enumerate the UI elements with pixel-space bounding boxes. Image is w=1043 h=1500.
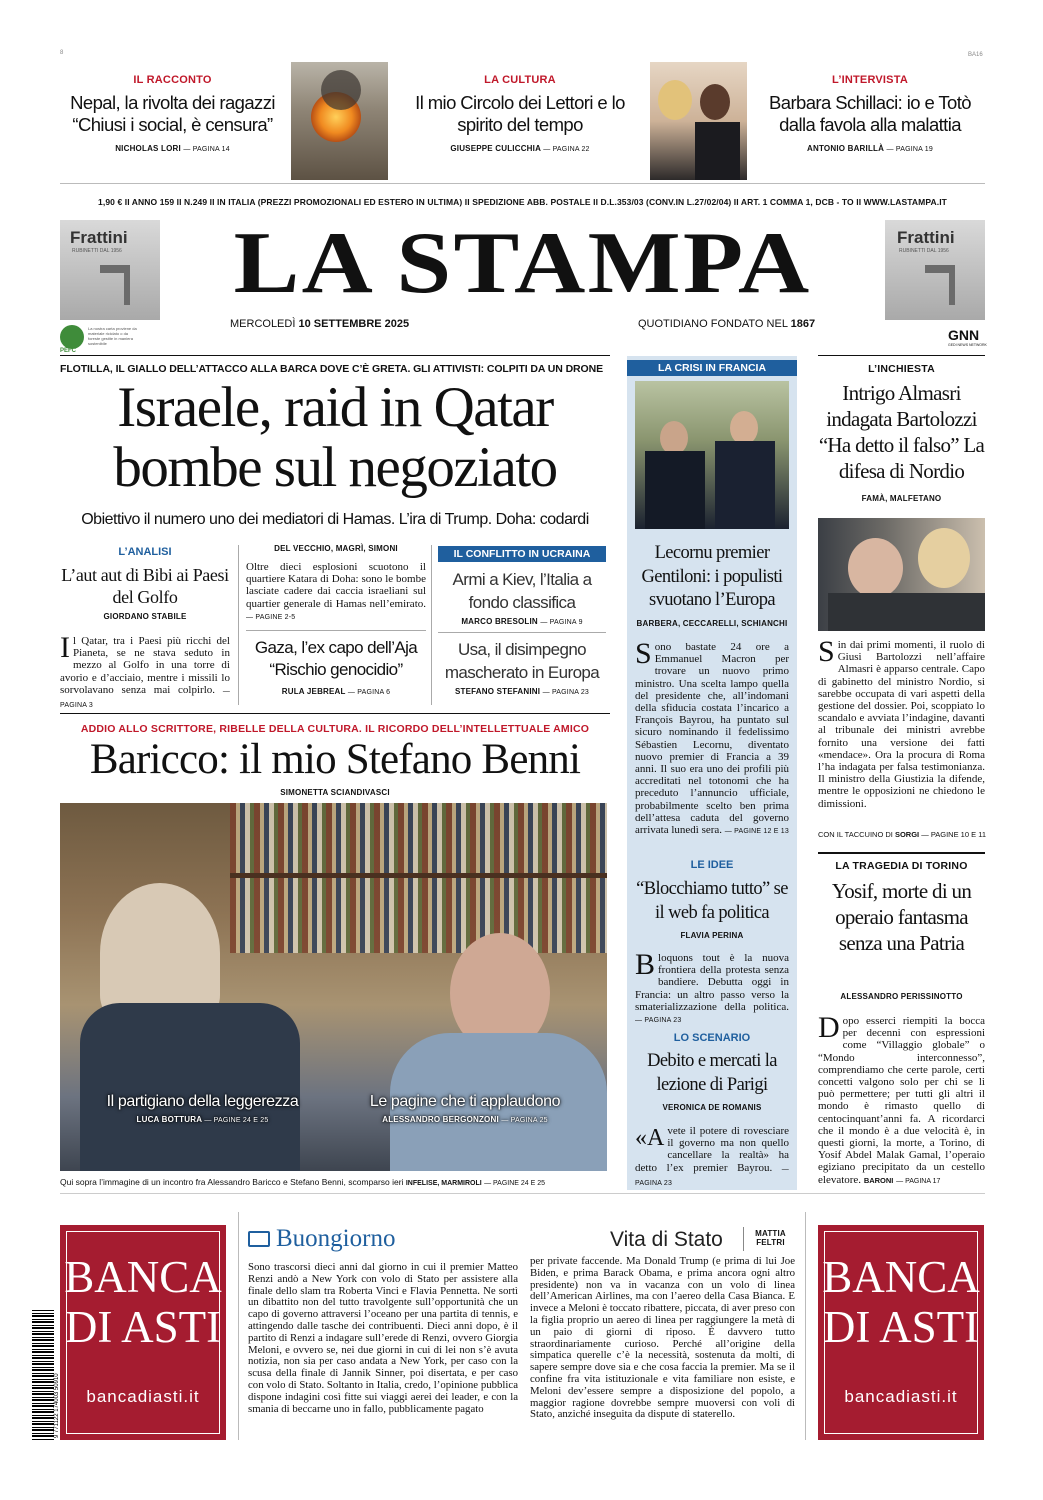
- france-photo[interactable]: [635, 381, 789, 529]
- buongiorno-header: Buongiorno Vita di Stato MATTIA FELTRI: [248, 1225, 793, 1255]
- gnn-logo: GNN GEDI NEWS NETWORK: [948, 327, 987, 347]
- ideas-body: Bloquons tout è la nuova frontiera della protesta senza bandiere. Debutta oggi in Francia: un altro passo verso la smaterializzazione della politica. — PAGINA 23: [635, 948, 789, 1025]
- analysis-column[interactable]: [60, 546, 230, 712]
- ear-sub: RUBINETTI DAL 1956: [72, 248, 122, 254]
- buongiorno-col2: per private faccende. Ma Donald Trump (e prima di lui Joe Biden, e prima Barack Obama, e prima ancora ogni altro presidente) non va in vacanza con un volo di linea dell’American Airlines, ma con l’aereo della Casa Bianca. E invece a Meloni è toccato ribattere, piccata, di aver preso con la figlia proprio un aereo di linea per raggiungere la metà di un paio di giorni di riposo. È davvero tutto straordinariamente curioso. Perché all’origine della simpatica querelle c’è la necessità, sostenuta da molti, di sapere sempre dove sia e che cosa faccia la premier. Ma se il confine fra vita istituzionale e vita familiare non esiste, e Meloni dev’essere sempre a disposizione del popolo, a maggior ragione dovrebbe sempre muoversi con voli di Stato, anziché inseguita da dispute di staterello.: [530, 1255, 795, 1421]
- benni-photo[interactable]: [60, 803, 607, 1171]
- teaser-page: — PAGINA 14: [183, 146, 230, 153]
- middle-byline2: RULA JEBREAL: [281, 687, 346, 697]
- benni-byline: SIMONETTA SCIANDIVASCI: [280, 788, 390, 797]
- buongiorno-rule: [238, 1212, 239, 1440]
- divider: [438, 632, 606, 633]
- bank-name: DI ASTI: [822, 1302, 980, 1352]
- overlay-bottura[interactable]: Il partigiano della leggerezza LUCA BOTTURA — PAGINE 24 E 25: [106, 1093, 299, 1124]
- divider: [60, 183, 985, 184]
- divider: [60, 1193, 985, 1194]
- scenario-body: «Avete il potere di rovesciare il governo ma non quello cancellare la realtà» ha detto l’ex premier Bayrou. — PAGINA 23: [635, 1125, 789, 1187]
- corner-mark-left: 8: [60, 50, 64, 56]
- pefc-logo: [60, 325, 84, 349]
- inchiesta-kicker: L’INCHIESTA: [868, 363, 935, 375]
- france-body: Sono bastate 24 ore a Emmanuel Macron per trovare un nuovo primo ministro. Una scelta lampo quella del presidente che, all’indomani della sfiducia costata l’incarico a François Bayrou, ha puntato sul sicuro nominando il fedelissimo Sébastien Lecornu, diventato nuovo premier di Francia a 39 anni. Il suo era uno dei profili più accreditati nel totonomi che ha preceduto l’annuncio ufficiale, probabilmente scelto ben prima dell’attesa caduta del governo arrivata lunedì sera. — PAGINE 12 E 13: [635, 637, 789, 837]
- teaser-byline: NICHOLAS LORI: [115, 144, 181, 153]
- france-byline: BARBERA, CECCARELLI, SCHIANCHI: [636, 619, 788, 628]
- middle-headline2: Gaza, l’ex capo dell’Aja “Rischio genocidio”: [254, 638, 418, 680]
- ukraine-kicker: IL CONFLITTO IN UCRAINA: [438, 546, 606, 562]
- masthead-title[interactable]: LA STAMPA: [233, 215, 812, 312]
- benni-headline[interactable]: Baricco: il mio Stefano Benni: [89, 736, 581, 783]
- teaser-byline: ANTONIO BARILLÀ: [807, 144, 885, 153]
- turin-byline: ALESSANDRO PERISSINOTTO: [840, 992, 963, 1001]
- teaser-kicker: IL RACCONTO: [133, 74, 212, 86]
- ear-ad-left[interactable]: [60, 220, 160, 320]
- person-bartolozzi: [918, 528, 970, 588]
- masthead-rule: [60, 355, 610, 356]
- bank-name: BANCA: [822, 1252, 980, 1302]
- section-rule: [60, 713, 610, 714]
- masthead-founded: QUOTIDIANO FONDATO NEL 1867: [638, 318, 816, 330]
- inchiesta-byline: FAMÀ, MALFETANO: [861, 494, 942, 503]
- ear-brand: Frattini: [70, 228, 128, 247]
- analysis-byline: GIORDANO STABILE: [103, 612, 187, 621]
- scenario-kicker: LO SCENARIO: [673, 1032, 751, 1044]
- middle-body: Oltre dieci esplosioni scuotono il quartiere Katara di Doha: sono le bombe lasciate cadere dai caccia israeliani sul quartier generale di Hamas nell’emirato. — PAGINE 2-5: [246, 561, 426, 621]
- bank-name: DI ASTI: [64, 1302, 222, 1352]
- ukraine-column[interactable]: IL CONFLITTO IN UCRAINA Armi a Kiev, l’Italia a fondo classifica MARCO BRESOLIN — PAGINA 9 Usa, il disimpegno mascherato in Europa STEFANO STEFANINI — PAGINA 23: [438, 546, 606, 696]
- section-rule: [818, 852, 985, 854]
- middle-byline: DEL VECCHIO, MAGRÌ, SIMONI: [274, 544, 398, 553]
- ear-ad-right[interactable]: [885, 220, 985, 320]
- pefc-text: La nostra carta proviene da materiale riciclato o da foreste gestite in maniera sostenibile: [88, 326, 137, 346]
- turin-body: Dopo esserci riempiti la bocca per decenni con espressioni come “Villaggio globale” o “Mondo interconnesso”, comprendiamo che certe parole, certi concetti valgono solo per chi se li può permettere; per tutti gli altri il mondo è rimasto quello di centocinquant’anni fa. A ricordarci che il mondo è a due velocità è, in questi giorni, la morte, a Torino, di Yosif Abdel Malak Gamal, l’operaio egiziano precipitato da un cestello elevatore. BARONI — PAGINA 17: [818, 1011, 985, 1186]
- lead-subhead: Obiettivo il numero uno dei mediatori di Hamas. L’ira di Trump. Doha: codardi: [81, 511, 589, 528]
- ear-brand: Frattini: [897, 228, 955, 247]
- corner-mark-right: BA16: [968, 52, 983, 58]
- ukraine-headline1: Armi a Kiev, l’Italia a fondo classifica: [452, 570, 592, 612]
- person-nordio: [848, 538, 903, 598]
- ear-sub: RUBINETTI DAL 1956: [899, 248, 949, 254]
- teaser-kicker: LA CULTURA: [484, 74, 556, 86]
- newspaper-icon: [248, 1231, 270, 1247]
- analysis-headline: L’aut aut di Bibi ai Paesi del Golfo: [61, 565, 229, 607]
- turin-kicker: LA TRAGEDIA DI TORINO: [835, 860, 968, 872]
- teaser-page: — PAGINA 22: [543, 146, 590, 153]
- masthead-rule: [818, 355, 985, 356]
- person-lecornu: [660, 421, 688, 455]
- teaser-intervista[interactable]: [750, 74, 990, 153]
- person-left: [100, 883, 220, 1023]
- column-title: Vita di Stato: [610, 1228, 723, 1251]
- inchiesta-body: Sin dai primi momenti, il ruolo di Giusi Bartolozzi nell’affaire Almasri è apparso centrale. Capo di gabinetto del ministro Nordio, si sarebbe occupata di vari aspetti della gestione del dossier. Poi, scoppiato lo scandalo e avviata l’indagine, davanti al tribunale dei ministri avrebbe fornito una versione dei fatti «mendace». Ora la procura di Roma l’ha indagata per falsa testimonianza. Il ministro della Giustizia la difende, mentre le opposizioni ne chiedono le dimissioni.: [818, 635, 985, 810]
- teaser-headline: Il mio Circolo dei Lettori e lo spirito del tempo: [415, 92, 625, 135]
- inchiesta-photo[interactable]: [818, 518, 985, 631]
- bookshelf: [230, 803, 607, 953]
- middle-column[interactable]: DEL VECCHIO, MAGRÌ, SIMONI Oltre dieci esplosioni scuotono il quartiere Katara di Doha: sono le bombe lasciate cadere dai caccia israeliani sul quartier generale di Hamas nell’emirato. — PAGINE 2-5 Gaza, l’ex capo dell’Aja “Rischio genocidio” RULA JEBREAL — PAGINA 6: [246, 544, 426, 697]
- teaser-page: — PAGINA 19: [886, 146, 933, 153]
- teaser-kicker: L’INTERVISTA: [832, 74, 908, 86]
- teaser-racconto-photo: [291, 62, 388, 180]
- bank-ad-left[interactable]: [60, 1225, 226, 1440]
- person-macron: [730, 411, 758, 445]
- teaser-headline: Barbara Schillaci: io e Totò dalla favola alla malattia: [769, 92, 971, 135]
- inchiesta-footer: CON IL TACCUINO DI SORGI — PAGINE 10 E 11: [818, 830, 986, 839]
- edition-info-line: 1,90 € II ANNO 159 II N.249 II IN ITALIA (PREZZI PROMOZIONALI ED ESTERO IN ULTIMA) II SPEDIZIONE ABB. POSTALE II D.L.353/03 (CONV.IN L.27/02/04) II ART. 1 COMMA 1, DCB - TO II WWW.LASTAMPA.IT: [98, 197, 947, 207]
- teaser-cultura[interactable]: [400, 74, 640, 153]
- benni-kicker: ADDIO ALLO SCRITTORE, RIBELLE DELLA CULTURA. IL RICORDO DELL’INTELLETTUALE AMICO: [80, 723, 590, 735]
- scenario-headline[interactable]: Debito e mercati la lezione di Parigi: [647, 1051, 777, 1095]
- ideas-byline: FLAVIA PERINA: [680, 931, 744, 940]
- teaser-racconto[interactable]: [55, 74, 290, 153]
- analysis-kicker: L’ANALISI: [118, 546, 172, 558]
- ukraine-headline2: Usa, il disimpegno mascherato in Europa: [444, 640, 600, 682]
- analysis-body: Il Qatar, tra i Paesi più ricchi del Pianeta, se ne stava seduto in mezzo al Golfo in una torre di avorio e d’acciaio, mentre i missili lo sorvolavano senza mai colpirlo. — PAGINA 3: [60, 631, 231, 710]
- person-left-body: [80, 1003, 300, 1171]
- barcode: 9 771122 174003 50910: [32, 1310, 54, 1440]
- bank-url: bancadiasti.it: [86, 1387, 200, 1406]
- france-headline[interactable]: Lecornu premier Gentiloni: i populisti svuotano l’Europa: [641, 543, 783, 610]
- lead-kicker: FLOTILLA, IL GIALLO DELL’ATTACCO ALLA BARCA DOVE C’È GRETA. GLI ATTIVISTI: COLPITI DA UN DRONE: [60, 363, 603, 375]
- bank-name: BANCA: [64, 1252, 222, 1302]
- photo-caption: Qui sopra l’immagine di un incontro fra Alessandro Baricco e Stefano Benni, scomparso ieri INFELISE, MARMIROLI — PAGINE 24 E 25: [60, 1177, 546, 1187]
- teaser-intervista-photo: [650, 62, 747, 180]
- teaser-headline: Nepal, la rivolta dei ragazzi “Chiusi i social, è censura”: [70, 92, 275, 135]
- buongiorno-col1: Sono trascorsi dieci anni dal giorno in cui il premier Matteo Renzi andò a New York con volo di Stato per assistere alla finale dello slam tra Roberta Vinci e Flavia Pennetta. Ne sortì un dibattito non del tutto travolgente sull’opportunità che un capo di governo attraversi l’oceano per una partita di tennis, e attingendo dalle tasche dei contribuenti. Dieci anni dopo, è il partito di Renzi a indagare sull’erede di Renzi, ovvero Giorgia Meloni, e ovvero se, nei due giorni in cui di lei non s’è avuta notizia, non sia per caso andata a New York, per caso con la scusa della finale di Jannik Sinner, poi disertata, e per caso con volo di Stato. Soltanto in Italia, credo, l’opinione pubblica dispone indagini così fitte sui viaggi aerei dei leader, e con la smania di beccarne uno in fallo, pubblicamente pagato: [248, 1261, 518, 1415]
- buongiorno-rule: [805, 1212, 806, 1440]
- overlay-bergonzoni[interactable]: Le pagine che ti applaudono ALESSANDRO BERGONZONI — PAGINA 25: [369, 1093, 561, 1124]
- column-divider: [238, 545, 239, 705]
- masthead-date: MERCOLEDÌ 10 SETTEMBRE 2025: [230, 318, 410, 330]
- bank-url: bancadiasti.it: [844, 1387, 958, 1406]
- bank-ad-right[interactable]: [818, 1225, 984, 1440]
- faucet-icon: [100, 265, 130, 305]
- france-kicker: LA CRISI IN FRANCIA: [627, 360, 797, 376]
- faucet-icon: [925, 265, 955, 305]
- scenario-byline: VERONICA DE ROMANIS: [662, 1103, 762, 1112]
- buongiorno-title: Buongiorno: [276, 1225, 396, 1252]
- inchiesta-headline[interactable]: Intrigo Almasri indagata Bartolozzi “Ha detto il falso” La difesa di Nordio: [818, 381, 985, 483]
- column-divider: [431, 545, 432, 705]
- ideas-kicker: LE IDEE: [690, 859, 734, 871]
- lead-headline[interactable]: Israele, raid in Qatar bombe sul negoziato: [113, 376, 557, 499]
- teaser-byline: GIUSEPPE CULICCHIA: [450, 144, 541, 153]
- divider: [246, 630, 426, 631]
- pefc-label: PEFC: [60, 348, 77, 354]
- shelf-line: [230, 873, 607, 878]
- turin-headline[interactable]: Yosif, morte di un operaio fantasma senza una Patria: [831, 879, 972, 955]
- ideas-headline[interactable]: “Blocchiamo tutto” se il web fa politica: [636, 879, 788, 923]
